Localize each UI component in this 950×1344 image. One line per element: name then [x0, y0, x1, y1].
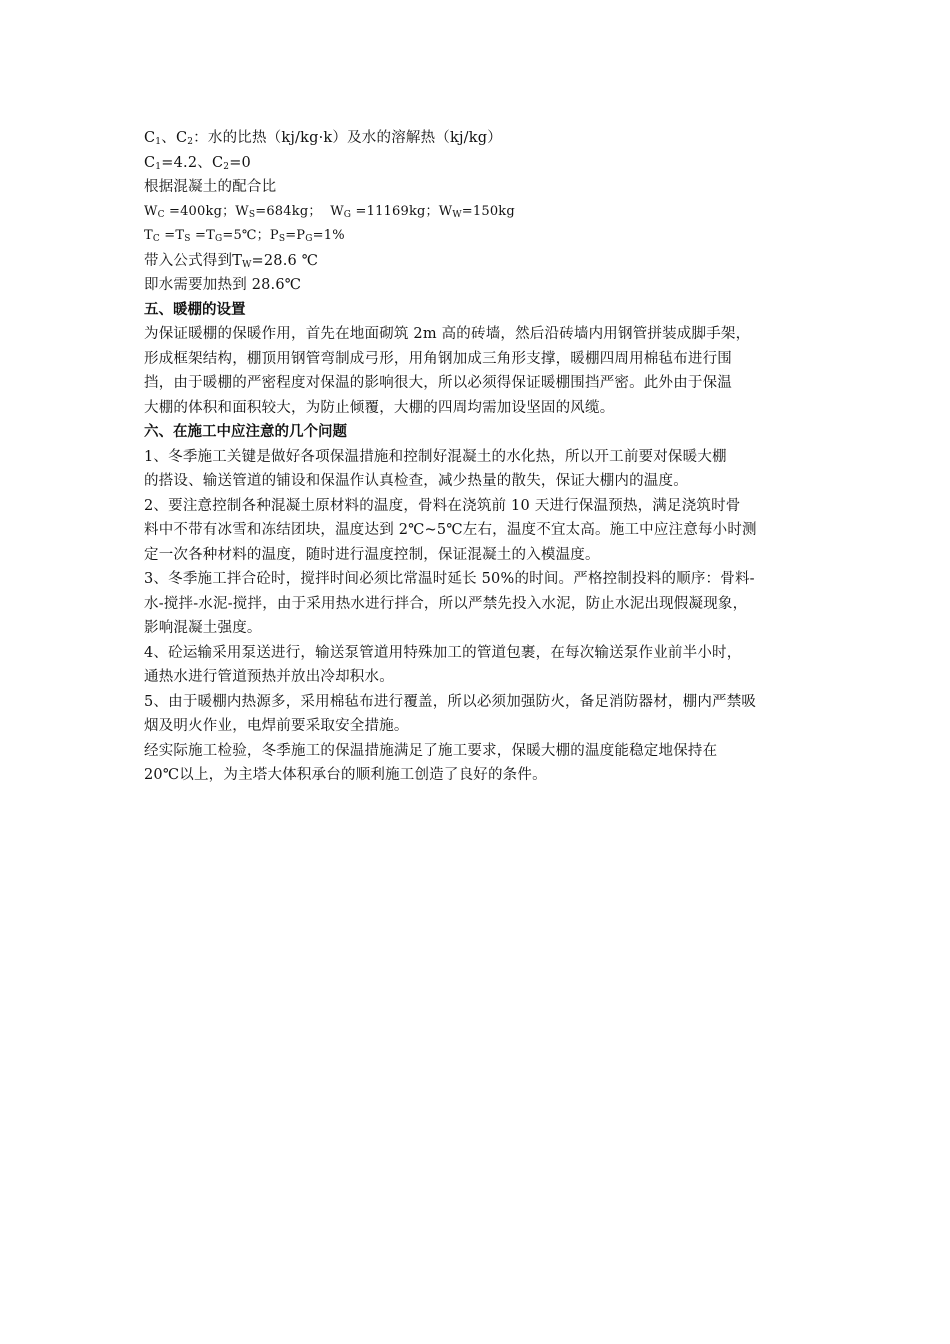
paragraph-line: 2、要注意控制各种混凝土原材料的温度，骨料在浇筑前 10 天进行保温预热，满足浇筑时骨: [144, 497, 741, 514]
var-ps: P: [269, 228, 279, 243]
sub-w: W: [452, 209, 462, 220]
ts-eq: =: [190, 228, 207, 243]
c-values-line: [144, 151, 816, 176]
paragraph-line: 影响混凝土强度。: [144, 620, 262, 636]
var-wg: W: [330, 203, 344, 219]
pg-value: =1%: [312, 228, 345, 243]
paragraph-line: 挡，由于暖棚的严密程度对保温的影响很大，所以必须得保证暖棚围挡严密。此外由于保温: [144, 375, 732, 391]
sub-g: G: [214, 234, 223, 244]
paragraph-line: 5、由于暖棚内热源多，采用棉毡布进行覆盖，所以必须加强防火，备足消防器材，棚内严禁吸: [144, 693, 757, 710]
paragraph-line: 形成框架结构，棚顶用钢管弯制成弓形，用角钢加成三角形支撑，暖棚四周用棉毡布进行围: [144, 350, 732, 367]
c2-value: =0: [229, 154, 251, 171]
paragraph-line: 4、砼运输采用泵送进行，输送泵管道用特殊加工的管道包裹，在每次输送泵作业前半小时，: [144, 644, 742, 661]
paragraph-line: 3、冬季施工拌合砼时，搅拌时间必须比常温时延长 50%的时间。严格控制投料的顺序：骨料-: [144, 571, 755, 587]
paragraph-line: 大棚的体积和面积较大，为防止倾覆，大棚的四周均需加设坚固的风缆。: [144, 399, 615, 416]
weights-line: [144, 200, 816, 225]
sub-c: C: [152, 234, 160, 244]
paragraph-line: 的搭设、输送管道的铺设和保温作认真检查，减少热量的散失，保证大棚内的温度。: [144, 473, 688, 489]
section-6-body: [144, 445, 816, 788]
var-ws: W: [235, 203, 249, 219]
tc-eq: =: [159, 228, 176, 243]
ww-value: =150kg: [461, 203, 515, 219]
var-pg: P: [296, 228, 306, 243]
paragraph-line: 为保证暖棚的保暖作用，首先在地面砌筑 2m 高的砖墙，然后沿砖墙内用钢管拼装成脚手架，: [144, 326, 751, 342]
paragraph-line: 20℃以上，为主塔大体积承台的顺利施工创造了良好的条件。: [144, 767, 547, 783]
paragraph-line: 通热水进行管道预热并放出冷却积水。: [144, 669, 394, 685]
paragraph-line: 水-搅拌-水泥-搅拌，由于采用热水进行拌合，所以严禁先投入水泥，防止水泥出现假凝现象，: [144, 595, 748, 612]
section-5-body: [144, 322, 816, 420]
var-tg: T: [206, 228, 215, 243]
sub-2: 2: [223, 161, 230, 172]
document-page: [144, 126, 816, 788]
sub-s: S: [248, 209, 256, 220]
sub-2: 2: [187, 137, 194, 147]
wg-value: =11169kg；: [351, 203, 439, 219]
paragraph-line: 烟及明火作业，电焊前要采取安全措施。: [144, 718, 409, 734]
section-5-heading: 五、暖棚的设置: [144, 301, 246, 318]
sub-c: C: [157, 209, 165, 220]
sub-s: S: [278, 234, 286, 244]
var-ww: W: [438, 203, 453, 219]
sub-1: 1: [155, 137, 162, 147]
result-prefix: 带入公式得到: [144, 252, 233, 269]
sub-s: S: [184, 234, 191, 244]
paragraph-line: 经实际施工检验，冬季施工的保温措施满足了施工要求，保暖大棚的温度能稳定地保持在: [144, 742, 718, 759]
paragraph-line: 料中不带有冰雪和冻结团块，温度达到 2℃~5℃左右，温度不宜太高。施工中应注意每小时测: [144, 522, 757, 538]
wc-value: =400kg；: [164, 203, 236, 219]
var-c1: C: [144, 154, 156, 171]
result-line: [144, 249, 816, 274]
var-tc: T: [144, 228, 153, 243]
sub-g: G: [305, 234, 313, 244]
var-ts: T: [175, 228, 185, 243]
var-wc: W: [144, 203, 158, 219]
paragraph-line: 1、冬季施工关键是做好各项保温措施和控制好混凝土的水化热，所以开工前要对保暖大棚: [144, 448, 727, 465]
c-definition-line: [144, 126, 816, 151]
var-c2: C: [211, 154, 224, 171]
section-6-heading: 六、在施工中应注意的几个问题: [144, 424, 347, 440]
separator: 、: [161, 130, 176, 146]
c-definition-text: ：水的比热（kj/kg·k）及水的溶解热（kj/kg）: [193, 130, 502, 146]
var-tw: T: [232, 252, 243, 269]
sub-g: G: [343, 209, 352, 220]
paragraph-line: 定一次各种材料的温度，随时进行温度控制，保证混凝土的入模温度。: [144, 546, 600, 563]
temps-line: [144, 224, 816, 249]
var-c1: C: [144, 130, 156, 146]
ws-value: =684kg；: [255, 203, 331, 219]
ps-eq: =: [285, 228, 297, 243]
sub-1: 1: [155, 161, 162, 172]
conclusion-line: 即水需要加热到 28.6℃: [144, 277, 302, 293]
mix-ratio-label: 根据混凝土的配合比: [144, 179, 277, 195]
sub-w: W: [242, 259, 252, 270]
tg-value: =5℃；: [222, 228, 270, 243]
c1-value: =4.2、: [161, 154, 212, 171]
result-value: =28.6 ℃: [251, 252, 319, 269]
var-c2: C: [175, 130, 188, 146]
